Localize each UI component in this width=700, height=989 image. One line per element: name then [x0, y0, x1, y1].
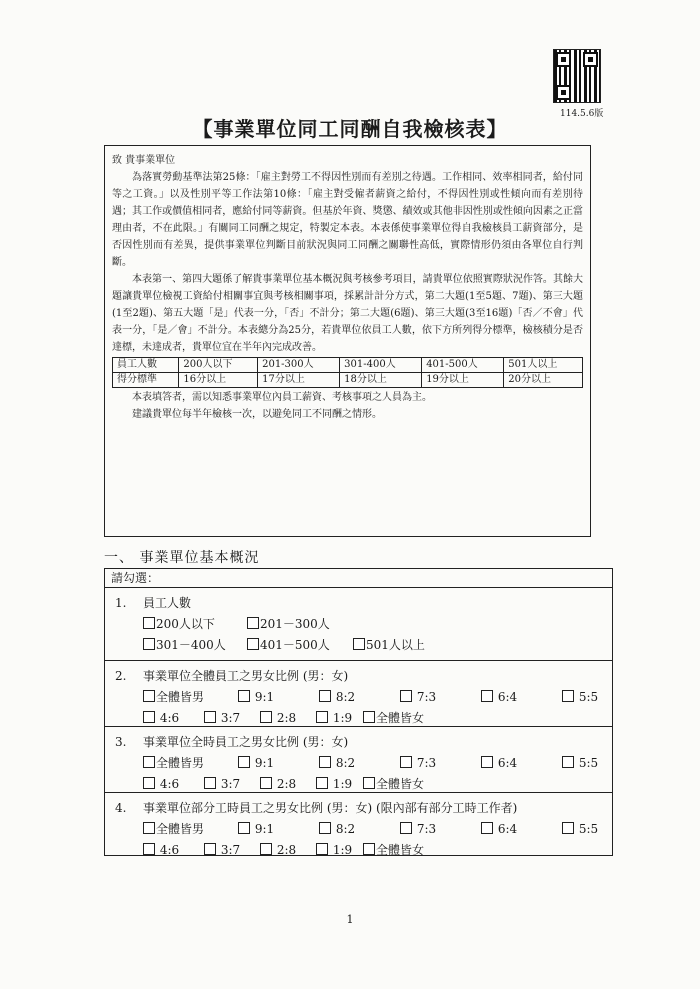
option-label: 1:9 — [332, 843, 353, 857]
checkbox[interactable] — [481, 756, 493, 768]
score-table-header: 得分標準 — [113, 373, 179, 388]
version-label: 114.5.6版 — [560, 109, 604, 119]
checkbox[interactable] — [481, 822, 493, 834]
score-table-cell: 19分以上 — [422, 373, 504, 388]
option-label: 全體皆男 — [156, 822, 205, 836]
option-9-1[interactable] — [238, 687, 319, 708]
checkbox[interactable] — [143, 638, 155, 650]
checkbox[interactable] — [143, 711, 155, 723]
option-3-7[interactable] — [204, 708, 260, 729]
checkbox[interactable] — [319, 822, 331, 834]
checkbox[interactable] — [260, 777, 272, 789]
checkbox[interactable] — [363, 843, 375, 855]
option-all-female[interactable] — [363, 708, 424, 729]
question-title — [115, 592, 612, 614]
option-201-300[interactable] — [247, 614, 330, 635]
score-table-row — [113, 358, 583, 373]
option-label: 2:8 — [276, 843, 297, 857]
option-401-500[interactable] — [247, 635, 353, 656]
intro-paragraph-1: 為落實勞動基準法第25條：「雇主對勞工不得因性別而有差別之待遇。工作相同、效率相同者，給付同等之工資。」以及性別平等工作法第10條：「雇主對受僱者薪資之給付，不得因性別或性傾向而有差別待遇；其工作或價值相同者，應給付同等薪資。但基於年資、獎懲、績效或其他非因性別或性傾向因素之正當理由者，不在此限。」有關同工同酬之規定，特製定本表。本表係使事業單位得自我檢核員工薪資部分，是否因性別而有差異，提供事業單位判斷目前狀況與同工同酬之關聯性高低，實際情形仍須由各單位自行判斷。 — [112, 172, 583, 268]
checkbox[interactable] — [260, 711, 272, 723]
checkbox[interactable] — [204, 777, 216, 789]
option-3-7[interactable] — [204, 840, 260, 861]
score-table-header: 員工人數 — [113, 358, 179, 373]
checkbox[interactable] — [247, 617, 259, 629]
option-2-8[interactable] — [260, 708, 316, 729]
option-9-1[interactable] — [238, 753, 319, 774]
checkbox[interactable] — [562, 756, 574, 768]
option-1-9[interactable] — [316, 840, 363, 861]
checkbox[interactable] — [562, 690, 574, 702]
score-table-cell: 201-300人 — [258, 358, 340, 373]
option-label: 7:3 — [416, 690, 437, 704]
page-title: 【事業單位同工同酬自我檢核表】 — [192, 117, 508, 141]
score-table-cell: 200人以下 — [179, 358, 258, 373]
option-row — [115, 774, 612, 795]
checkbox[interactable] — [481, 690, 493, 702]
option-label: 200人以下 — [156, 617, 215, 631]
question-text: 員工人數 — [143, 596, 192, 610]
option-6-4[interactable] — [481, 753, 562, 774]
option-label: 全體皆男 — [156, 690, 205, 704]
question-text: 事業單位全體員工之男女比例 (男：女) — [143, 669, 349, 683]
option-label: 7:3 — [416, 756, 437, 770]
note-frequency: 建議貴單位每半年檢核一次，以避免同工不同酬之情形。 — [132, 409, 382, 420]
option-all-male[interactable] — [143, 687, 238, 708]
salutation: 致 貴事業單位 — [112, 155, 176, 166]
option-2-8[interactable] — [260, 840, 316, 861]
option-label: 7:3 — [416, 822, 437, 836]
option-label: 1:9 — [332, 711, 353, 725]
checkbox[interactable] — [319, 756, 331, 768]
score-table-row — [113, 373, 583, 388]
question-title — [115, 731, 612, 753]
option-2-8[interactable] — [260, 774, 316, 795]
score-table — [112, 357, 583, 388]
checkbox[interactable] — [319, 690, 331, 702]
option-label: 5:5 — [578, 822, 599, 836]
checkbox[interactable] — [143, 843, 155, 855]
checkbox[interactable] — [238, 690, 250, 702]
score-table-cell: 401-500人 — [422, 358, 504, 373]
option-row — [115, 819, 612, 840]
option-label: 全體皆女 — [376, 777, 425, 791]
option-6-4[interactable] — [481, 819, 562, 840]
qr-finder-top-left — [556, 52, 571, 67]
score-table-cell: 20分以上 — [504, 373, 583, 388]
option-4-6[interactable] — [143, 774, 204, 795]
checkbox[interactable] — [204, 711, 216, 723]
option-row — [115, 614, 612, 635]
question-text: 事業單位部分工時員工之男女比例 (男：女) (限內部有部分工時工作者) — [143, 801, 518, 815]
checkbox[interactable] — [363, 777, 375, 789]
question-number: 4. — [115, 801, 127, 815]
checkbox[interactable] — [143, 690, 155, 702]
option-6-4[interactable] — [481, 687, 562, 708]
option-label: 4:6 — [159, 711, 180, 725]
score-table-cell: 501人以上 — [504, 358, 583, 373]
option-9-1[interactable] — [238, 819, 319, 840]
option-3-7[interactable] — [204, 774, 260, 795]
option-label: 8:2 — [335, 690, 356, 704]
checkbox[interactable] — [238, 756, 250, 768]
checkbox[interactable] — [260, 843, 272, 855]
option-7-3[interactable] — [400, 687, 481, 708]
survey-box — [104, 568, 613, 856]
question-overall-gender-ratio — [105, 661, 612, 727]
option-5-5[interactable] — [562, 753, 598, 774]
option-4-6[interactable] — [143, 840, 204, 861]
score-table-cell: 17分以上 — [258, 373, 340, 388]
checkbox[interactable] — [316, 843, 328, 855]
option-501-above[interactable] — [353, 635, 425, 656]
option-1-9[interactable] — [316, 708, 363, 729]
question-title — [115, 665, 612, 687]
question-fulltime-gender-ratio — [105, 727, 612, 793]
checkbox[interactable] — [363, 711, 375, 723]
intro-paragraph-2: 本表第一、第四大題係了解貴事業單位基本概況與考核參考項目，請貴單位依照實際狀況作答。其餘大題讓貴單位檢視工資給付相關事宜與考核相關事項，採累計計分方式，第二大題(1至5題、7題)、第三大題(1至2題)、第五大題「是」代表一分，「否」不計分；第二大題(6題)、第三大題(3至16題)「否／不會」代表一分，「是／會」不計分。本表總分為25分，若貴單位依員工人數，依下方所列得分標準，檢核積分是否達標，未達成者，貴單位宜在半年內完成改善。 — [112, 274, 583, 353]
option-label: 401－500人 — [260, 638, 330, 652]
qr-code — [553, 49, 601, 103]
option-label: 4:6 — [159, 777, 180, 791]
option-200-below[interactable] — [143, 614, 247, 635]
page-number: 1 — [346, 913, 354, 926]
option-label: 4:6 — [159, 843, 180, 857]
checkbox[interactable] — [400, 822, 412, 834]
question-text: 事業單位全時員工之男女比例 (男：女) — [143, 735, 349, 749]
option-label: 3:7 — [220, 777, 241, 791]
option-301-400[interactable] — [143, 635, 247, 656]
option-1-9[interactable] — [316, 774, 363, 795]
option-7-3[interactable] — [400, 753, 481, 774]
option-5-5[interactable] — [562, 687, 598, 708]
option-label: 1:9 — [332, 777, 353, 791]
question-number: 1. — [115, 596, 127, 610]
checkbox[interactable] — [238, 822, 250, 834]
option-label: 8:2 — [335, 822, 356, 836]
checkbox[interactable] — [316, 711, 328, 723]
option-8-2[interactable] — [319, 687, 400, 708]
option-5-5[interactable] — [562, 819, 598, 840]
question-title — [115, 797, 612, 819]
score-table-cell: 301-400人 — [340, 358, 422, 373]
option-8-2[interactable] — [319, 819, 400, 840]
option-row — [115, 753, 612, 774]
checkbox[interactable] — [143, 617, 155, 629]
section-1-title: 一、 事業單位基本概況 — [104, 550, 260, 566]
checkbox[interactable] — [204, 843, 216, 855]
note-respondent: 本表填答者，需以知悉事業單位內員工薪資、考核事項之人員為主。 — [132, 392, 432, 403]
intro-box — [104, 145, 591, 537]
question-number: 2. — [115, 669, 127, 683]
option-label: 5:5 — [578, 690, 599, 704]
option-label: 5:5 — [578, 756, 599, 770]
option-8-2[interactable] — [319, 753, 400, 774]
checkbox[interactable] — [316, 777, 328, 789]
option-7-3[interactable] — [400, 819, 481, 840]
option-label: 9:1 — [254, 822, 275, 836]
option-all-female[interactable] — [363, 840, 424, 861]
qr-finder-top-right — [583, 52, 598, 67]
option-label: 8:2 — [335, 756, 356, 770]
checkbox[interactable] — [562, 822, 574, 834]
survey-prompt: 請勾選： — [105, 569, 612, 588]
option-label: 全體皆女 — [376, 711, 425, 725]
question-employee-count — [105, 588, 612, 661]
checkbox[interactable] — [143, 822, 155, 834]
option-row — [115, 840, 612, 861]
option-label: 301－400人 — [156, 638, 226, 652]
checkbox[interactable] — [143, 777, 155, 789]
checkbox[interactable] — [400, 756, 412, 768]
option-label: 2:8 — [276, 711, 297, 725]
option-all-female[interactable] — [363, 774, 424, 795]
score-table-cell: 18分以上 — [340, 373, 422, 388]
option-label: 3:7 — [220, 843, 241, 857]
option-label: 201－300人 — [260, 617, 330, 631]
option-all-male[interactable] — [143, 753, 238, 774]
score-table-cell: 16分以上 — [179, 373, 258, 388]
option-label: 501人以上 — [366, 638, 425, 652]
checkbox[interactable] — [353, 638, 365, 650]
option-label: 6:4 — [497, 690, 518, 704]
option-label: 全體皆男 — [156, 756, 205, 770]
question-number: 3. — [115, 735, 127, 749]
option-label: 9:1 — [254, 756, 275, 770]
option-4-6[interactable] — [143, 708, 204, 729]
option-label: 3:7 — [220, 711, 241, 725]
checkbox[interactable] — [400, 690, 412, 702]
option-label: 2:8 — [276, 777, 297, 791]
option-label: 6:4 — [497, 822, 518, 836]
option-row — [115, 635, 612, 656]
checkbox[interactable] — [143, 756, 155, 768]
qr-finder-bottom-left — [556, 85, 571, 100]
question-parttime-gender-ratio — [105, 793, 612, 864]
option-label: 6:4 — [497, 756, 518, 770]
option-label: 9:1 — [254, 690, 275, 704]
option-row — [115, 708, 612, 729]
option-row — [115, 687, 612, 708]
checkbox[interactable] — [247, 638, 259, 650]
option-label: 全體皆女 — [376, 843, 425, 857]
option-all-male[interactable] — [143, 819, 238, 840]
